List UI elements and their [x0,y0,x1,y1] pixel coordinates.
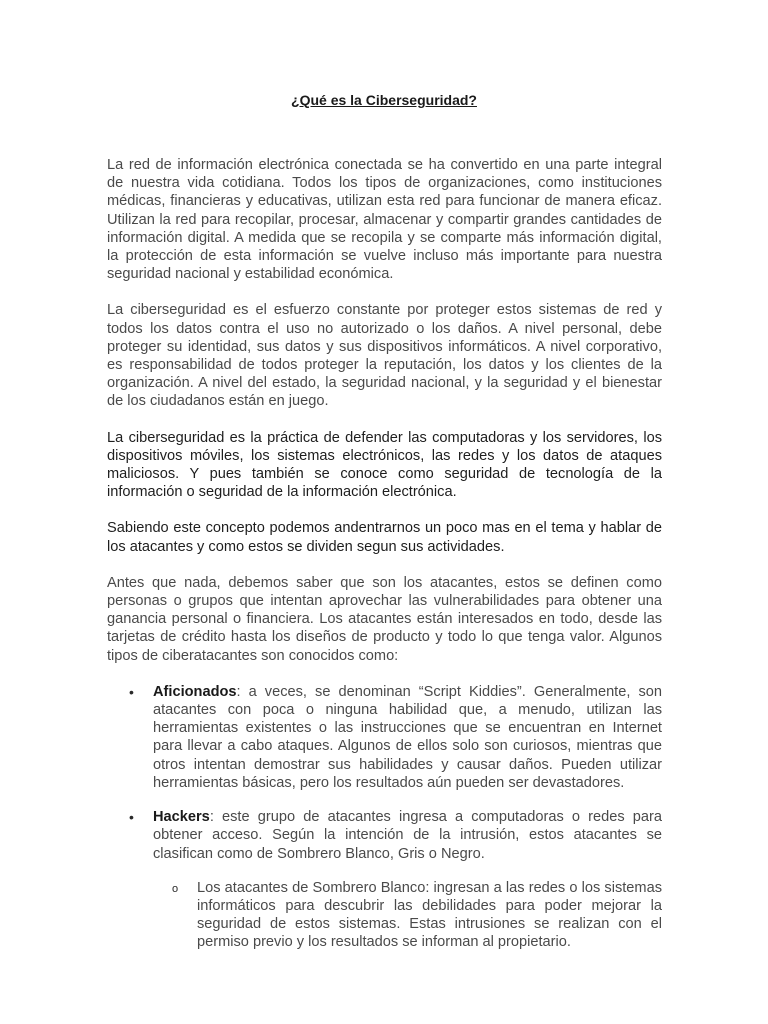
sub-bullet-icon: o [172,882,179,895]
paragraph-practice: La ciberseguridad es la práctica de defender las computadoras y los servidores, los dispositivos móviles, los sistemas electrónicos, las redes y los datos de ataques maliciosos. Y pues también se conoce como seguridad de tecnología de la información o seguridad de la información electrónica. [107,429,662,501]
paragraph-intro: La red de información electrónica conectada se ha convertido en una parte integral de nuestra vida cotidiana. Todos los tipos de organizaciones, como instituciones médicas, financieras y educativas, utilizan esta red para funcionar de manera eficaz. Utilizan la red para recopilar, procesar, almacenar y compartir grandes cantidades de información digital. A medida que se recopila y se comparte más información digital, la protección de esta información se vuelve incluso más importante para nuestra seguridad nacional y estabilidad económica. [107,157,662,283]
description-white-hat: Los atacantes de Sombrero Blanco: ingresan a las redes o los sistemas informáticos para descubrir las debilidades para poder mejorar la seguridad de estos sistemas. Estas intrusiones se realizan con el permiso previo y los resultados se informan al propietario. [197,879,662,951]
list-item-aficionados [107,683,662,792]
sublist-item-white-hat [107,879,662,952]
description-aficionados: : a veces, se denominan “Script Kiddies”. Generalmente, son atacantes con poca o ninguna habilidad que, a menudo, utilizan las herramientas existentes o las instrucciones que se encuentran en Internet para llevar a cabo ataques. Algunos de ellos solo son curiosos, mientras que otros intentan demostrar sus habilidades y causar daños. Pueden utilizar herramientas básicas, pero los resultados aún pueden ser devastadores. [153,683,662,791]
hacker-types-sublist [107,879,662,952]
attacker-types-list [107,683,662,863]
page-title: ¿Qué es la Ciberseguridad? [291,92,477,108]
list-item-hackers [107,808,662,863]
description-hackers: : este grupo de atacantes ingresa a computadoras o redes para obtener acceso. Según la intención de la intrusión, estos atacantes se clasifican como de Sombrero Blanco, Gris o Negro. [153,809,662,862]
document-body [107,156,662,952]
term-hackers: Hackers [153,809,210,826]
paragraph-definition: La ciberseguridad es el esfuerzo constante por proteger estos sistemas de red y todos los datos contra el uso no autorizado o los daños. A nivel personal, debe proteger su identidad, sus datos y sus dispositivos informáticos. A nivel corporativo, es responsabilidad de todos proteger la reputación, los datos y los clientes de la organización. A nivel del estado, la seguridad nacional, y la seguridad y el bienestar de los ciudadanos están en juego. [107,302,662,410]
paragraph-attackers-definition: Antes que nada, debemos saber que son los atacantes, estos se definen como personas o grupos que intentan aprovechar las vulnerabilidades para obtener una ganancia personal o financiera. Los atacantes están interesados en todo, desde las tarjetas de crédito hasta los diseños de producto y todo lo que tenga valor. Algunos tipos de ciberatacantes son conocidos como: [107,574,662,664]
term-aficionados: Aficionados [153,683,237,700]
bullet-icon: • [129,809,134,826]
paragraph-attackers-intro: Sabiendo este concepto podemos andentrarnos un poco mas en el tema y hablar de los atacantes y como estos se dividen segun sus actividades. [107,520,662,555]
bullet-icon: • [129,683,134,700]
